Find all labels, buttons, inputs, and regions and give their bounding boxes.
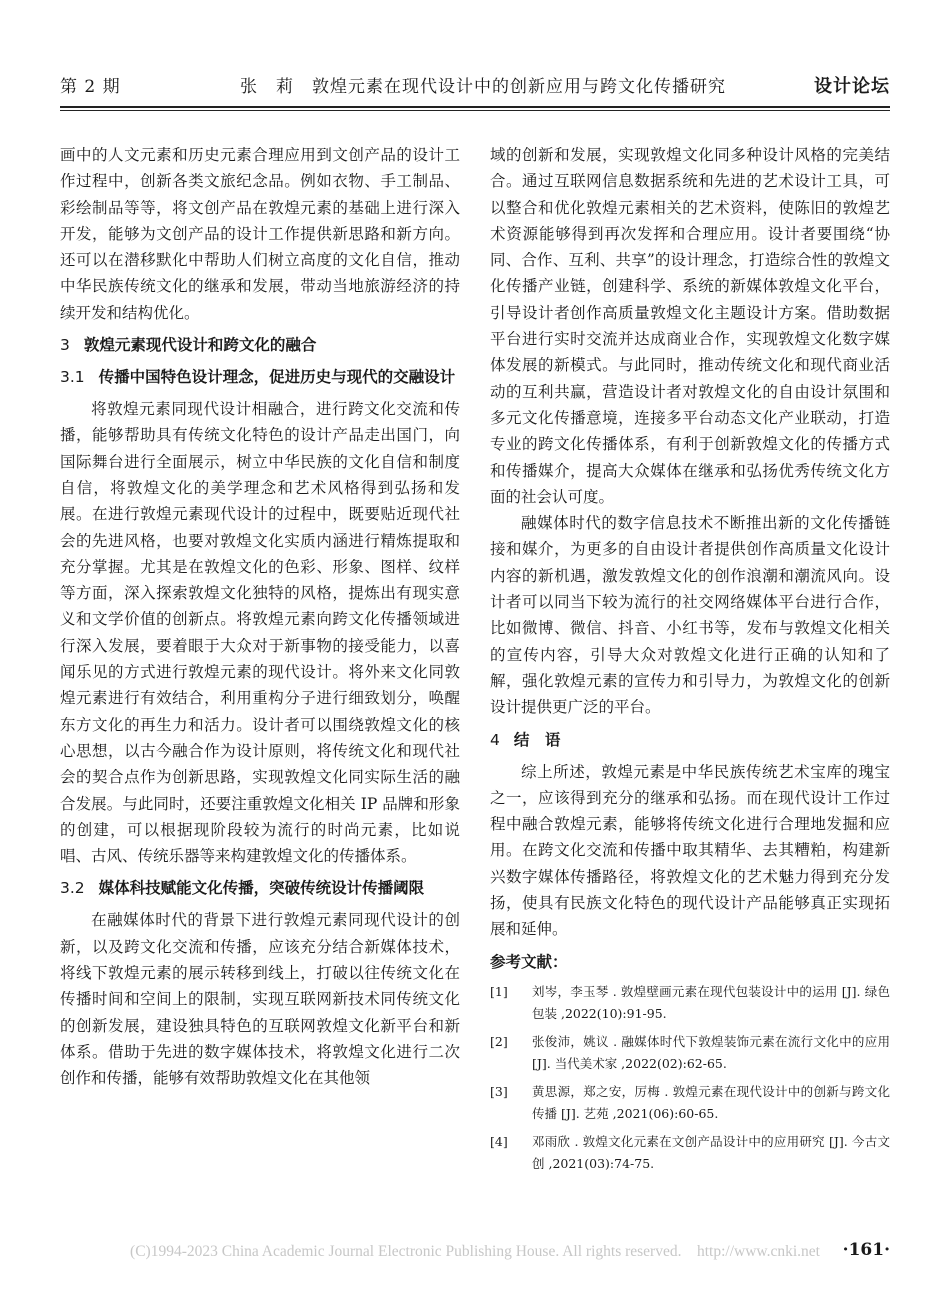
references-heading: 参考文献： <box>490 952 568 971</box>
right-column <box>490 142 890 1181</box>
header-rule-thin <box>60 110 890 111</box>
reference-item <box>490 1131 890 1175</box>
reference-text: 黄思源，郑之安，厉梅 . 敦煌元素在现代设计中的创新与跨文化传播 [J]. 艺苑 ,2021(06):60-65. <box>532 1083 890 1121</box>
section-title: 敦煌元素现代设计和跨文化的融合 <box>83 336 317 355</box>
reference-list <box>490 981 890 1175</box>
reference-item <box>490 1081 890 1125</box>
section-number: 3.2 <box>60 879 85 898</box>
running-title: 张 莉 敦煌元素在现代设计中的创新应用与跨文化传播研究 <box>240 77 726 97</box>
reference-number: [4] <box>490 1133 508 1149</box>
section-title: 结 语 <box>513 730 561 749</box>
reference-number: [2] <box>490 1033 508 1049</box>
journal-name: 设计论坛 <box>814 76 890 97</box>
section-number: 4 <box>490 730 500 749</box>
reference-item <box>490 1031 890 1075</box>
left-column <box>60 142 460 1092</box>
section-heading-4 <box>490 727 890 753</box>
paragraph: 融媒体时代的数字信息技术不断推出新的文化传播链接和媒介，为更多的自由设计者提供创作高质量文化设计内容的新机遇，激发敦煌文化的创作浪潮和潮流风向。设计者可以同当下较为流行的社交网络媒体平台进行合作，比如微博、微信、抖音、小红书等，发布与敦煌文化相关的宣传内容，引导大众对敦煌文化进行正确的认知和了解，强化敦煌元素的宣传力和引导力，为敦煌文化的创新设计提供更广泛的平台。 <box>490 514 890 717</box>
section-heading-3 <box>60 332 460 358</box>
paragraph: 域的创新和发展，实现敦煌文化同多种设计风格的完美结合。通过互联网信息数据系统和先进的艺术设计工具，可以整合和优化敦煌元素相关的艺术资料，使陈旧的敦煌艺术资源能够得到再次发挥和合理应用。设计者要围绕“协同、合作、互利、共享”的设计理念，打造综合性的敦煌文化传播产业链，创建科学、系统的新媒体敦煌文化平台，引导设计者创作高质量敦煌文化主题设计方案。借助数据平台进行实时交流并达成商业合作，实现敦煌文化数字媒体发展的新模式。与此同时，推动传统文化和现代商业活动的互利共赢，营造设计者对敦煌文化的自由设计氛围和多元文化传播意境，连接多平台动态文化产业联动，打造专业的跨文化传播体系，有利于创新敦煌文化的传播方式和传播媒介，提高大众媒体在继承和弘扬优秀传统文化方面的社会认可度。 <box>490 146 890 506</box>
reference-text: 邓雨欣 . 敦煌文化元素在文创产品设计中的应用研究 [J]. 今古文创 ,2021(03):74-75. <box>532 1133 890 1171</box>
header-rule-thick <box>60 106 890 108</box>
section-number: 3.1 <box>60 368 85 387</box>
running-header <box>60 72 890 102</box>
paragraph: 画中的人文元素和历史元素合理应用到文创产品的设计工作过程中，创新各类文旅纪念品。例如衣物、手工制品、彩绘制品等等，将文创产品在敦煌元素的基础上进行深入开发，能够为文创产品的设计工作提供新思路和新方向。还可以在潜移默化中帮助人们树立高度的文化自信，推动中华民族传统文化的继承和发展，带动当地旅游经济的持续开发和结构优化。 <box>60 146 460 322</box>
reference-number: [3] <box>490 1083 508 1099</box>
section-title: 媒体科技赋能文化传播，突破传统设计传播阈限 <box>98 879 425 898</box>
reference-item <box>490 981 890 1025</box>
section-title: 传播中国特色设计理念，促进历史与现代的交融设计 <box>98 368 456 387</box>
copyright-watermark: (C)1994-2023 China Academic Journal Electronic Publishing House. All rights reserved. http://www.cnki.net <box>130 1243 820 1260</box>
issue-number: 第 2 期 <box>60 77 121 97</box>
page-number: ·161· <box>842 1240 890 1260</box>
section-number: 3 <box>60 336 70 355</box>
reference-text: 刘岑，李玉琴 . 敦煌壁画元素在现代包装设计中的运用 [J]. 绿色包装 ,2022(10):91-95. <box>532 983 890 1021</box>
paragraph: 将敦煌元素同现代设计相融合，进行跨文化交流和传播，能够帮助具有传统文化特色的设计产品走出国门，向国际舞台进行全面展示，树立中华民族的文化自信和制度自信，将敦煌文化的美学理念和艺术风格得到弘扬和发展。在进行敦煌元素现代设计的过程中，既要贴近现代社会的先进风格，也要对敦煌文化实质内涵进行精炼提取和充分掌握。尤其是在敦煌文化的色彩、形象、图样、纹样等方面，深入探索敦煌文化独特的风格，提炼出有现实意义和文学价值的创新点。将敦煌元素向跨文化传播领域进行深入发展，要着眼于大众对于新事物的接受能力，以喜闻乐见的方式进行敦煌元素的现代设计。将外来文化同敦煌元素进行有效结合，利用重构分子进行细致划分，唤醒东方文化的再生力和活力。设计者可以围绕敦煌文化的核心思想，以古今融合作为设计原则，将传统文化和现代社会的契合点作为创新思路，实现敦煌文化同实际生活的融合发展。与此同时，还要注重敦煌文化相关 IP 品牌和形象的创建，可以根据现阶段较为流行的时尚元素，比如说唱、古风、传统乐器等来构建敦煌文化的传播体系。 <box>60 400 460 866</box>
reference-text: 张俊沛，姚议 . 融媒体时代下敦煌装饰元素在流行文化中的应用 [J]. 当代美术家 ,2022(02):62-65. <box>532 1033 890 1071</box>
section-heading-3-1 <box>60 364 460 390</box>
paragraph: 在融媒体时代的背景下进行敦煌元素同现代设计的创新，以及跨文化交流和传播，应该充分结合新媒体技术，将线下敦煌元素的展示转移到线上，打破以往传统文化在传播时间和空间上的限制，实现互联网新技术同传统文化的创新发展，建设独具特色的互联网敦煌文化新平台和新体系。借助于先进的数字媒体技术，将敦煌文化进行二次创作和传播，能够有效帮助敦煌文化在其他领 <box>60 911 460 1088</box>
paragraph: 综上所述，敦煌元素是中华民族传统艺术宝库的瑰宝之一，应该得到充分的继承和弘扬。而在现代设计工作过程中融合敦煌元素，能够将传统文化进行合理地发掘和应用。在跨文化交流和传播中取其精华、去其糟粕，构建新兴数字媒体传播路径，将敦煌文化的艺术魅力得到充分发扬，使具有民族文化特色的现代设计产品能够真正实现拓展和延伸。 <box>490 762 890 939</box>
section-heading-3-2 <box>60 875 460 901</box>
reference-number: [1] <box>490 983 508 999</box>
